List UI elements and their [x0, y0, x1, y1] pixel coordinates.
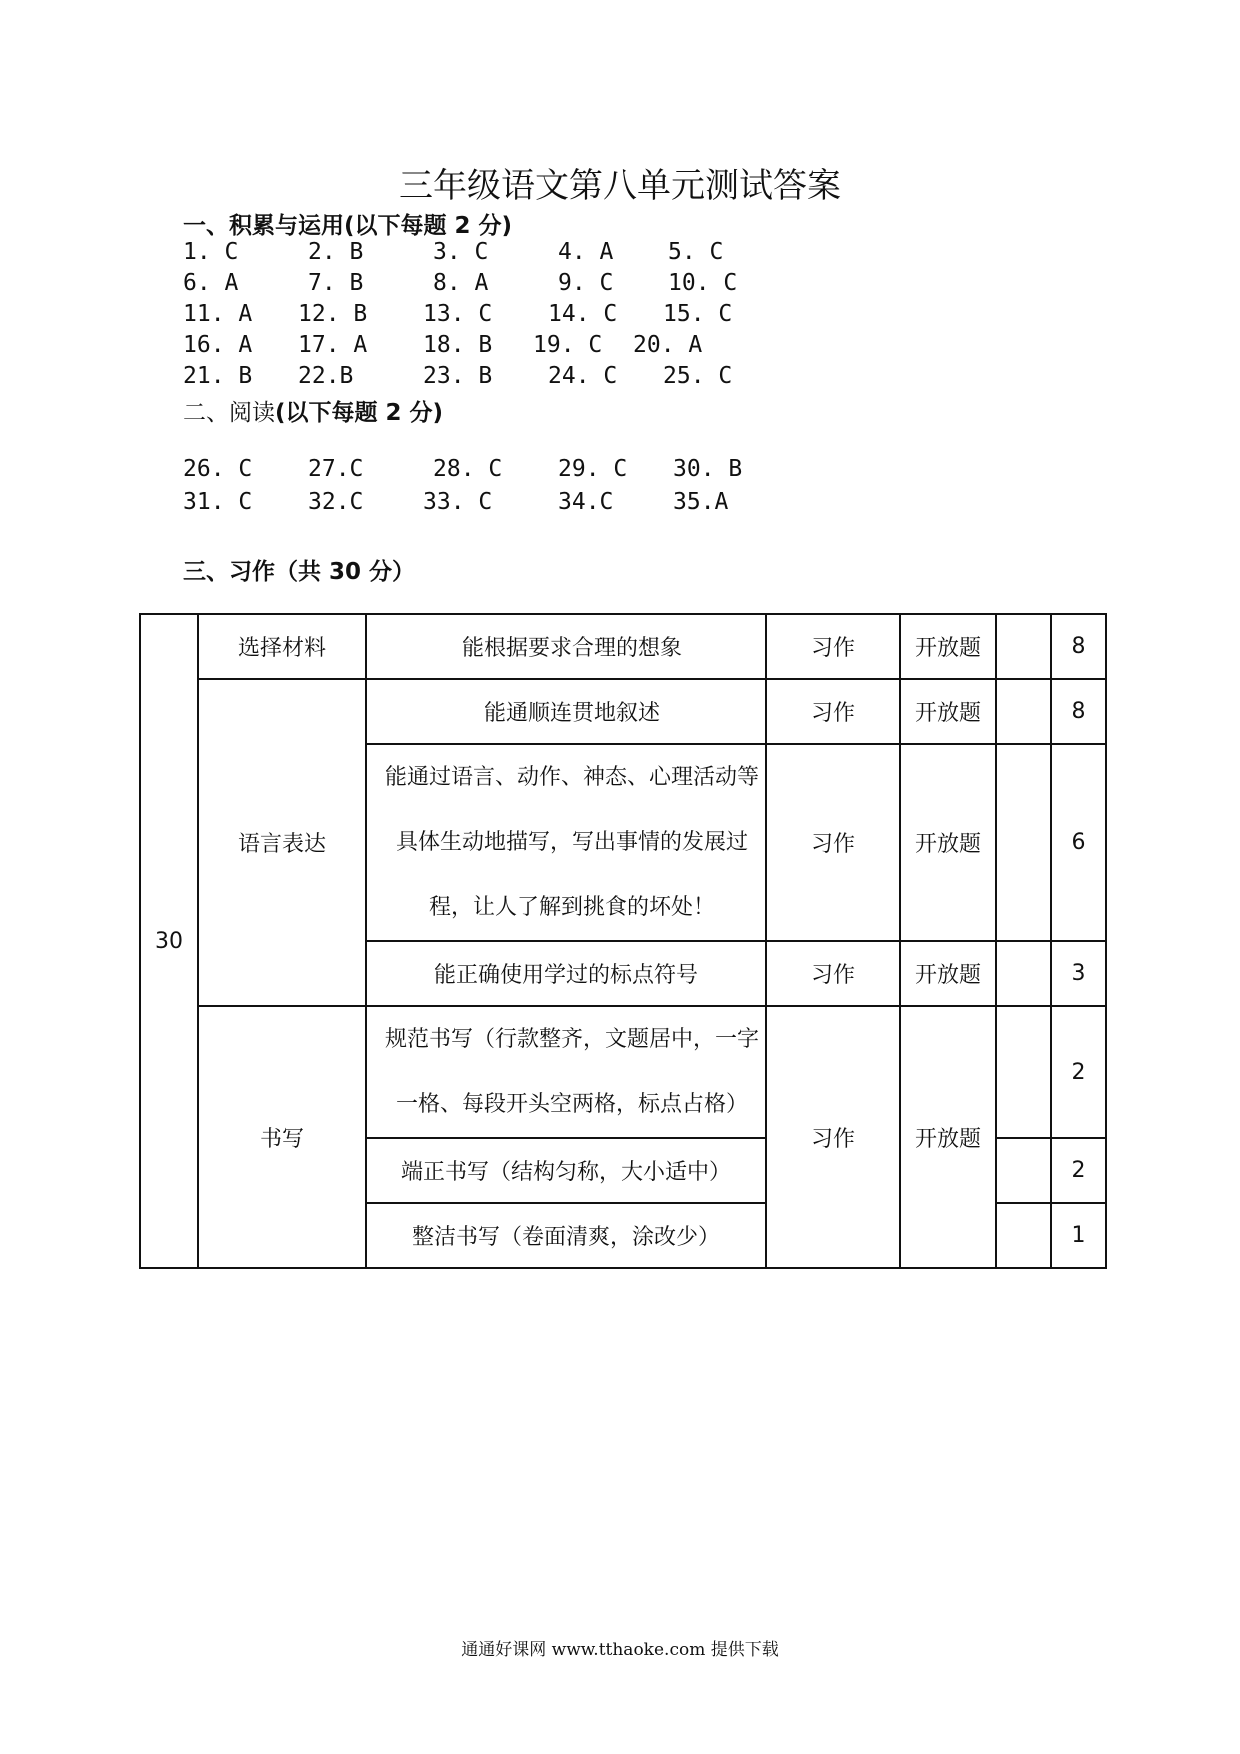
- page-footer: 通通好课网 www.tthaoke.com 提供下载: [461, 1640, 779, 1660]
- blank-cell: [996, 744, 1051, 941]
- question-kind-cell: 开放题: [900, 614, 996, 679]
- table-row: [140, 614, 1106, 679]
- score-cell: 3: [1051, 941, 1106, 1006]
- total-score-cell: 30: [140, 614, 198, 1268]
- score-cell: 2: [1051, 1006, 1106, 1138]
- answer-item: 5. C: [668, 239, 724, 265]
- blank-cell: [996, 1138, 1051, 1203]
- answer-item: 3. C: [433, 239, 489, 265]
- type-cell: 习作: [766, 1006, 900, 1268]
- question-kind-cell: 开放题: [900, 1006, 996, 1268]
- answer-item: 17. A: [298, 332, 368, 358]
- answer-item: 29. C: [558, 456, 628, 482]
- score-cell: 2: [1051, 1138, 1106, 1203]
- score-cell: 1: [1051, 1203, 1106, 1268]
- category-cell: 选择材料: [198, 614, 366, 679]
- answer-item: 21. B: [183, 363, 253, 389]
- answer-item: 18. B: [423, 332, 493, 358]
- answer-item: 19. C: [533, 332, 603, 358]
- type-cell: 习作: [766, 941, 900, 1006]
- question-kind-cell: 开放题: [900, 679, 996, 744]
- blank-cell: [996, 1006, 1051, 1138]
- answer-item: 2. B: [308, 239, 364, 265]
- section2-heading-rest: (以下每题 2 分): [275, 400, 444, 426]
- criterion-cell: 能通顺连贯地叙述: [366, 679, 766, 744]
- answer-item: 14. C: [548, 301, 618, 327]
- answer-item: 31. C: [183, 489, 253, 515]
- blank-cell: [996, 614, 1051, 679]
- answer-item: 33. C: [423, 489, 493, 515]
- answer-item: 28. C: [433, 456, 503, 482]
- answer-item: 8. A: [433, 270, 489, 296]
- blank-cell: [996, 679, 1051, 744]
- question-kind-cell: 开放题: [900, 941, 996, 1006]
- category-cell: 语言表达: [198, 679, 366, 1006]
- score-cell: 8: [1051, 679, 1106, 744]
- criterion-cell: 能根据要求合理的想象: [366, 614, 766, 679]
- answer-item: 24. C: [548, 363, 618, 389]
- table-row: [140, 1006, 1106, 1138]
- answer-item: 27.C: [308, 456, 364, 482]
- answer-item: 10. C: [668, 270, 738, 296]
- category-cell: 书写: [198, 1006, 366, 1268]
- answer-item: 15. C: [663, 301, 733, 327]
- answer-item: 7. B: [308, 270, 364, 296]
- type-cell: 习作: [766, 614, 900, 679]
- answer-item: 22.B: [298, 363, 354, 389]
- page-title: 三年级语文第八单元测试答案: [399, 166, 841, 206]
- table-row: [140, 679, 1106, 744]
- answer-item: 12. B: [298, 301, 368, 327]
- section2-heading-prefix: 二、阅读: [183, 400, 275, 426]
- blank-cell: [996, 941, 1051, 1006]
- question-kind-cell: 开放题: [900, 744, 996, 941]
- answer-item: 13. C: [423, 301, 493, 327]
- scoring-table: [139, 613, 1107, 1269]
- answer-item: 23. B: [423, 363, 493, 389]
- criterion-cell: 整洁书写（卷面清爽，涂改少）: [366, 1203, 766, 1268]
- answer-item: 9. C: [558, 270, 614, 296]
- answer-item: 35.A: [673, 489, 729, 515]
- criterion-cell: 能正确使用学过的标点符号: [366, 941, 766, 1006]
- answer-item: 16. A: [183, 332, 253, 358]
- type-cell: 习作: [766, 744, 900, 941]
- answer-item: 34.C: [558, 489, 614, 515]
- answer-item: 30. B: [673, 456, 743, 482]
- blank-cell: [996, 1203, 1051, 1268]
- answer-item: 32.C: [308, 489, 364, 515]
- answer-item: 4. A: [558, 239, 614, 265]
- section1-heading: 一、积累与运用(以下每题 2 分): [183, 213, 513, 239]
- section3-heading: 三、习作（共 30 分）: [183, 559, 416, 585]
- answer-item: 1. C: [183, 239, 239, 265]
- criterion-cell: 能通过语言、动作、神态、心理活动等具体生动地描写，写出事情的发展过程，让人了解到挑食的坏处！: [366, 744, 766, 941]
- criterion-cell: 规范书写（行款整齐，文题居中，一字一格、每段开头空两格，标点占格）: [366, 1006, 766, 1138]
- answer-item: 20. A: [633, 332, 703, 358]
- score-cell: 6: [1051, 744, 1106, 941]
- score-cell: 8: [1051, 614, 1106, 679]
- answer-item: 25. C: [663, 363, 733, 389]
- type-cell: 习作: [766, 679, 900, 744]
- answer-item: 6. A: [183, 270, 239, 296]
- section2-heading: [183, 394, 443, 427]
- answer-item: 26. C: [183, 456, 253, 482]
- criterion-cell: 端正书写（结构匀称，大小适中）: [366, 1138, 766, 1203]
- answer-item: 11. A: [183, 301, 253, 327]
